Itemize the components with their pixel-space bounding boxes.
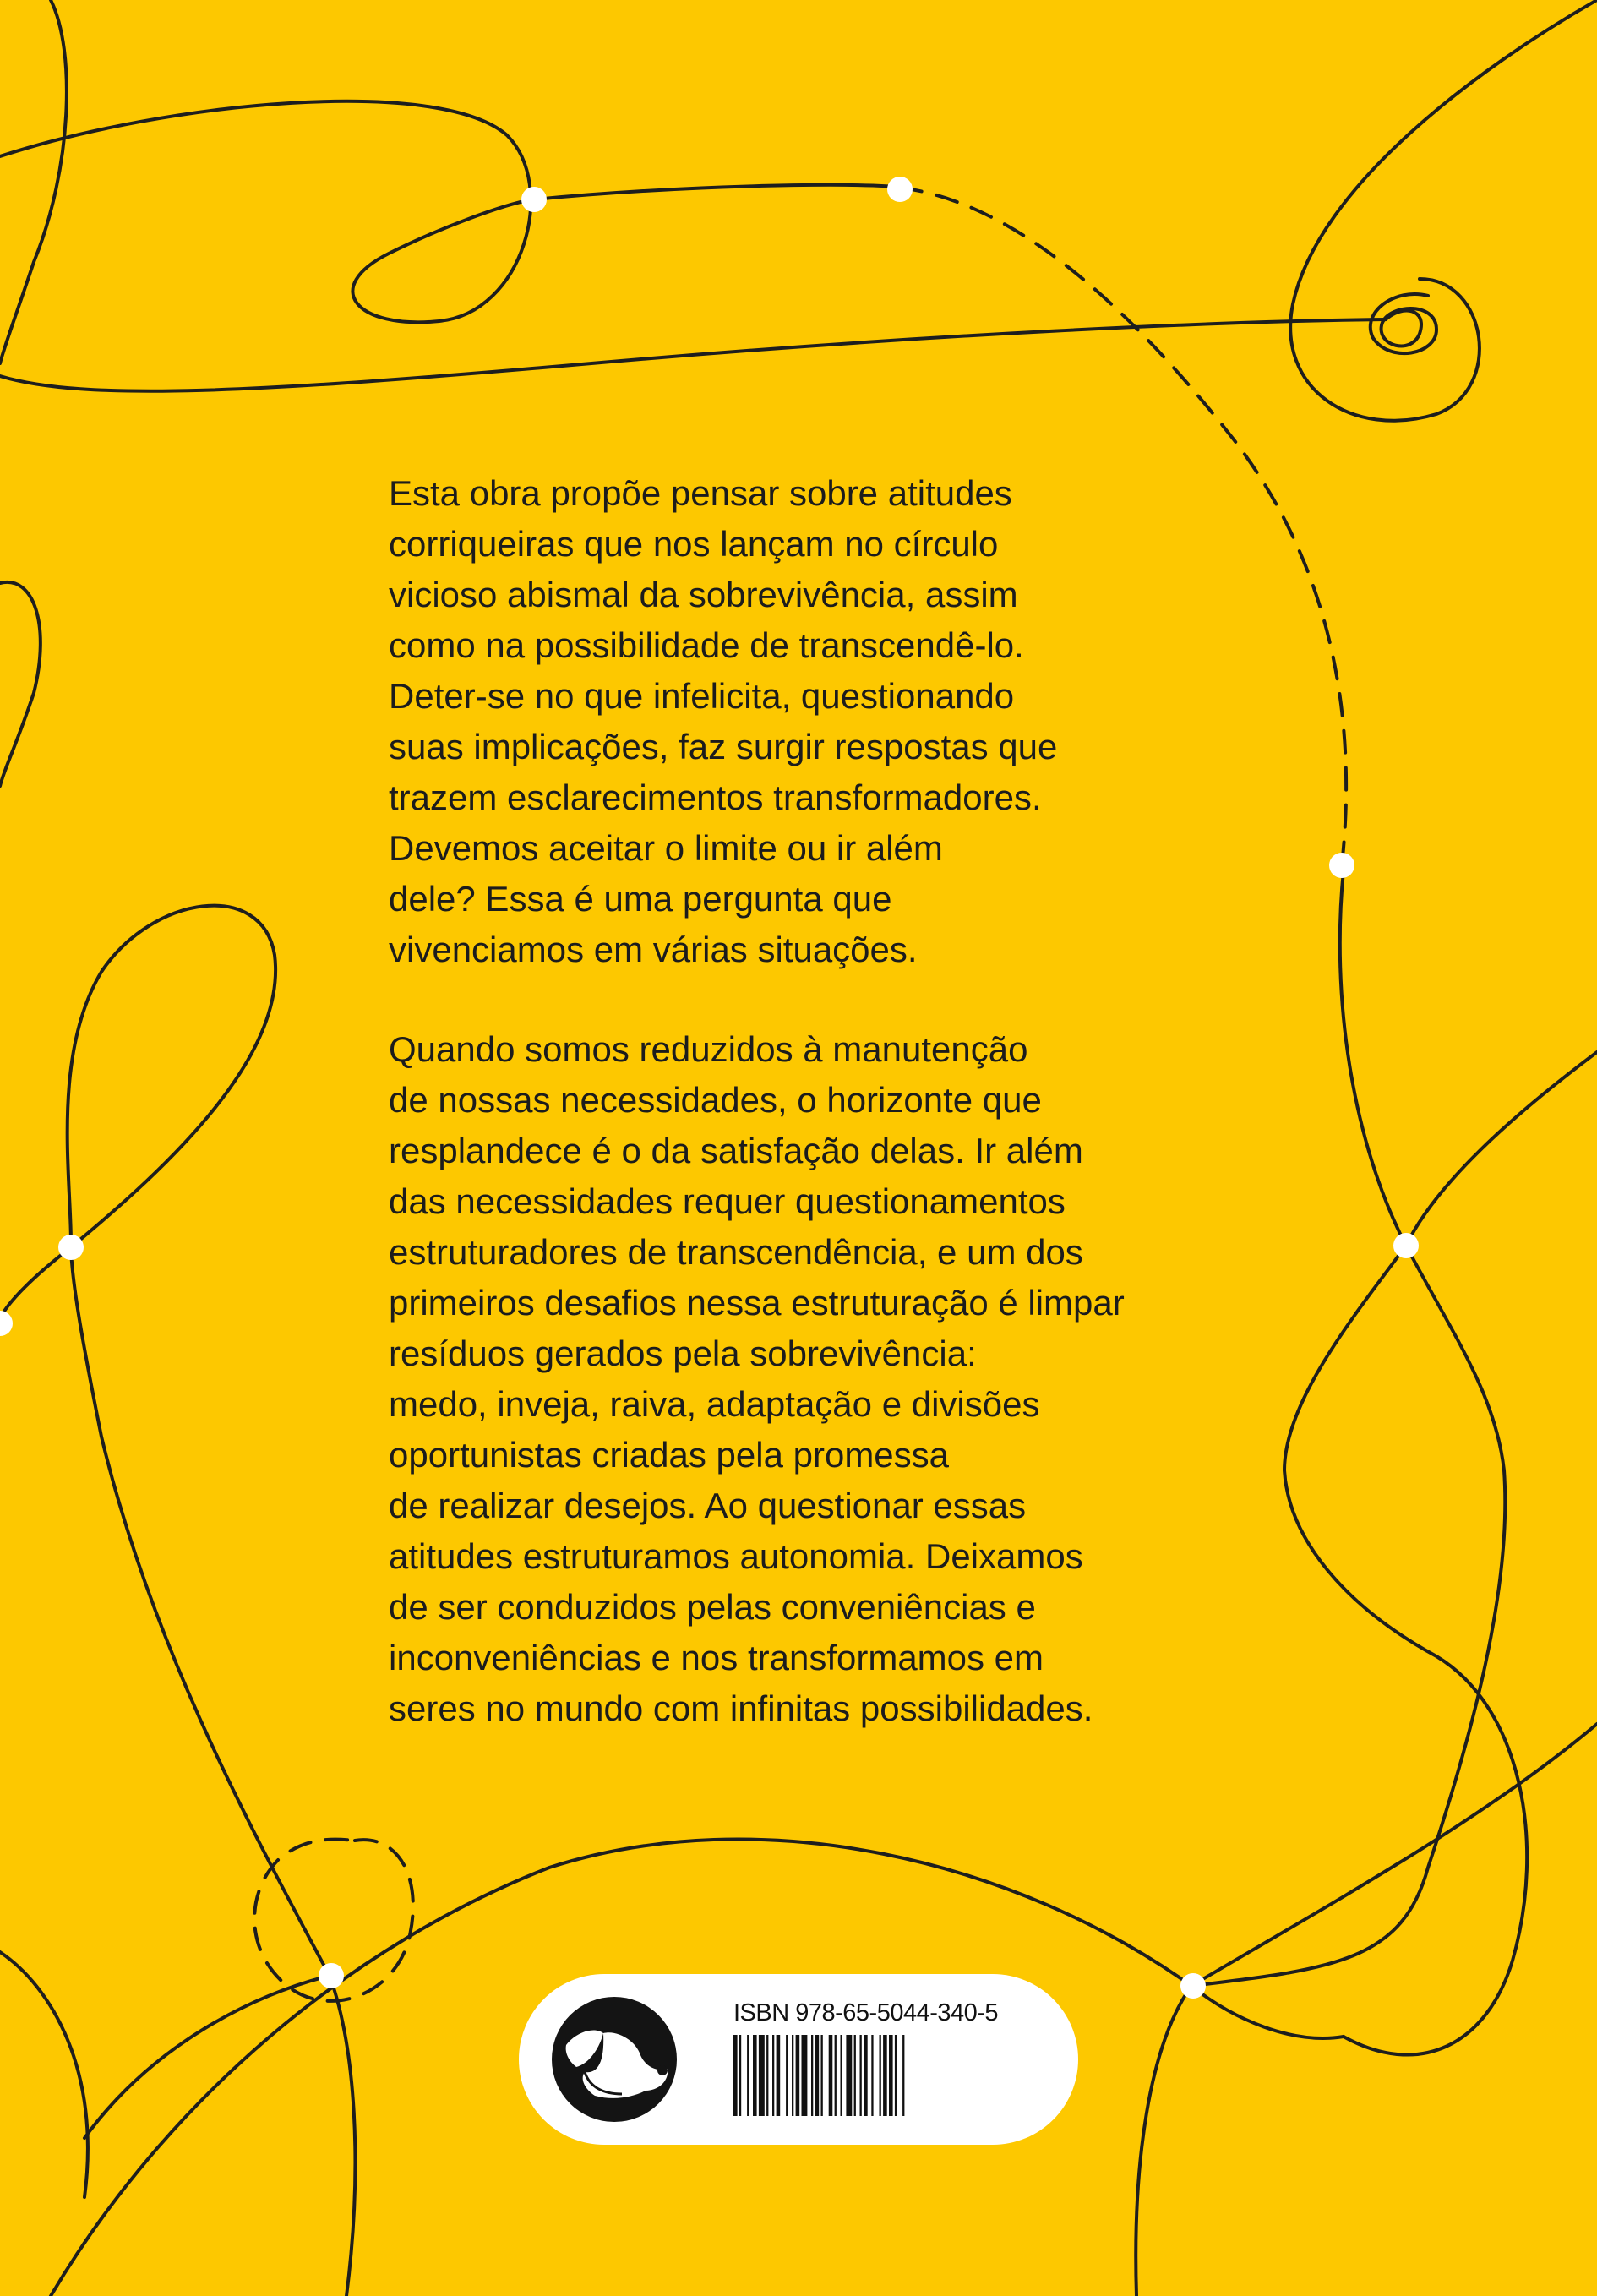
blurb-line: de ser conduzidos pelas conveniências e bbox=[389, 1587, 1036, 1627]
blurb-line: trazem esclarecimentos transformadores. bbox=[389, 777, 1042, 817]
blurb-line: suas implicações, faz surgir respostas que bbox=[389, 727, 1058, 766]
barcode-bar bbox=[733, 2035, 738, 2116]
dog-head-logo-icon bbox=[551, 1996, 678, 2123]
blurb-line: Deter-se no que infelicita, questionando bbox=[389, 676, 1015, 716]
blurb-line: das necessidades requer questionamentos bbox=[389, 1181, 1066, 1221]
barcode-bar bbox=[846, 2035, 852, 2116]
dot-left-edge bbox=[0, 1311, 13, 1336]
blurb-line: vicioso abismal da sobrevivência, assim bbox=[389, 575, 1018, 614]
barcode-bar bbox=[864, 2035, 868, 2116]
curve-top-left-vertical bbox=[0, 0, 67, 363]
blurb-line: medo, inveja, raiva, adaptação e divisões bbox=[389, 1384, 1040, 1424]
barcode-bar bbox=[835, 2035, 837, 2116]
barcode-bar bbox=[759, 2035, 765, 2116]
barcode-bar bbox=[829, 2035, 833, 2116]
blurb-line: dele? Essa é uma pergunta que bbox=[389, 879, 892, 919]
dot-top-2 bbox=[887, 177, 913, 202]
blurb-line: resíduos gerados pela sobrevivência: bbox=[389, 1333, 977, 1373]
curve-bottom-left bbox=[330, 1976, 355, 2296]
blurb-line: Esta obra propõe pensar sobre atitudes bbox=[389, 473, 1012, 513]
curve-bottom-left-cross bbox=[84, 1976, 330, 2138]
blurb-line: vivenciamos em várias situações. bbox=[389, 930, 918, 969]
barcode-bar bbox=[802, 2035, 808, 2116]
blurb-line: corriqueiras que nos lançam no círculo bbox=[389, 524, 999, 564]
barcode-bar bbox=[841, 2035, 842, 2116]
curve-bottom-right bbox=[1136, 1724, 1597, 2296]
barcode-bar bbox=[747, 2035, 749, 2116]
isbn-number: ISBN 978-65-5044-340-5 bbox=[733, 1999, 999, 2026]
barcode-bar bbox=[811, 2035, 813, 2116]
curve-top-horizontal-loop bbox=[0, 101, 908, 322]
curve-bottom-left-corner bbox=[0, 1952, 88, 2197]
barcode-bar bbox=[889, 2035, 893, 2116]
spiral-top-right bbox=[1371, 294, 1436, 353]
barcode-bar bbox=[739, 2035, 741, 2116]
blurb-paragraph-2 bbox=[389, 1024, 1284, 1734]
curve-left-lower-loop bbox=[0, 906, 330, 1976]
barcode-bar bbox=[902, 2035, 904, 2116]
blurb-line: atitudes estruturamos autonomia. Deixamos bbox=[389, 1536, 1083, 1576]
barcode-bar bbox=[766, 2035, 768, 2116]
barcode-bar bbox=[753, 2035, 757, 2116]
barcode-bar bbox=[883, 2035, 887, 2116]
barcode-bar bbox=[895, 2035, 897, 2116]
dot-bottom-right bbox=[1180, 1973, 1206, 1999]
barcode-icon bbox=[733, 2035, 1002, 2116]
barcode-bar bbox=[796, 2035, 800, 2116]
blurb-line: de nossas necessidades, o horizonte que bbox=[389, 1080, 1042, 1120]
blurb-line: primeiros desafios nessa estruturação é limpar bbox=[389, 1283, 1125, 1323]
barcode-bar bbox=[815, 2035, 820, 2116]
dot-left-1 bbox=[58, 1235, 84, 1260]
blurb-line: Quando somos reduzidos à manutenção bbox=[389, 1029, 1028, 1069]
barcode-bar bbox=[821, 2035, 823, 2116]
isbn-badge bbox=[519, 1974, 1078, 2145]
blurb-line: Devemos aceitar o limite ou ir além bbox=[389, 828, 943, 868]
dot-bottom-left bbox=[319, 1963, 344, 1988]
blurb-paragraph-1 bbox=[389, 468, 1284, 975]
barcode-bar bbox=[860, 2035, 862, 2116]
blurb-line: inconveniências e nos transformamos em bbox=[389, 1638, 1044, 1677]
dot-top-1 bbox=[521, 187, 547, 212]
dot-right-2 bbox=[1393, 1233, 1419, 1258]
curve-top-right-loop bbox=[1290, 0, 1597, 421]
barcode-bar bbox=[880, 2035, 881, 2116]
dot-right-1 bbox=[1329, 853, 1354, 878]
barcode-bar bbox=[786, 2035, 788, 2116]
blurb-line: de realizar desejos. Ao questionar essas bbox=[389, 1486, 1027, 1525]
blurb-line: estruturadores de transcendência, e um dos bbox=[389, 1232, 1083, 1272]
curve-left-mid-hook bbox=[0, 582, 41, 786]
blurb-line: resplandece é o da satisfação delas. Ir além bbox=[389, 1131, 1083, 1170]
barcode-bar bbox=[777, 2035, 781, 2116]
curve-top-long-sweep bbox=[0, 319, 1386, 391]
blurb-line: oportunistas criadas pela promessa bbox=[389, 1435, 950, 1475]
barcode-bar bbox=[792, 2035, 793, 2116]
barcode-bar bbox=[871, 2035, 873, 2116]
barcode-bar bbox=[854, 2035, 856, 2116]
barcode-bar bbox=[772, 2035, 774, 2116]
blurb-line: como na possibilidade de transcendê-lo. bbox=[389, 625, 1024, 665]
blurb-line: seres no mundo com infinitas possibilidades. bbox=[389, 1688, 1093, 1728]
